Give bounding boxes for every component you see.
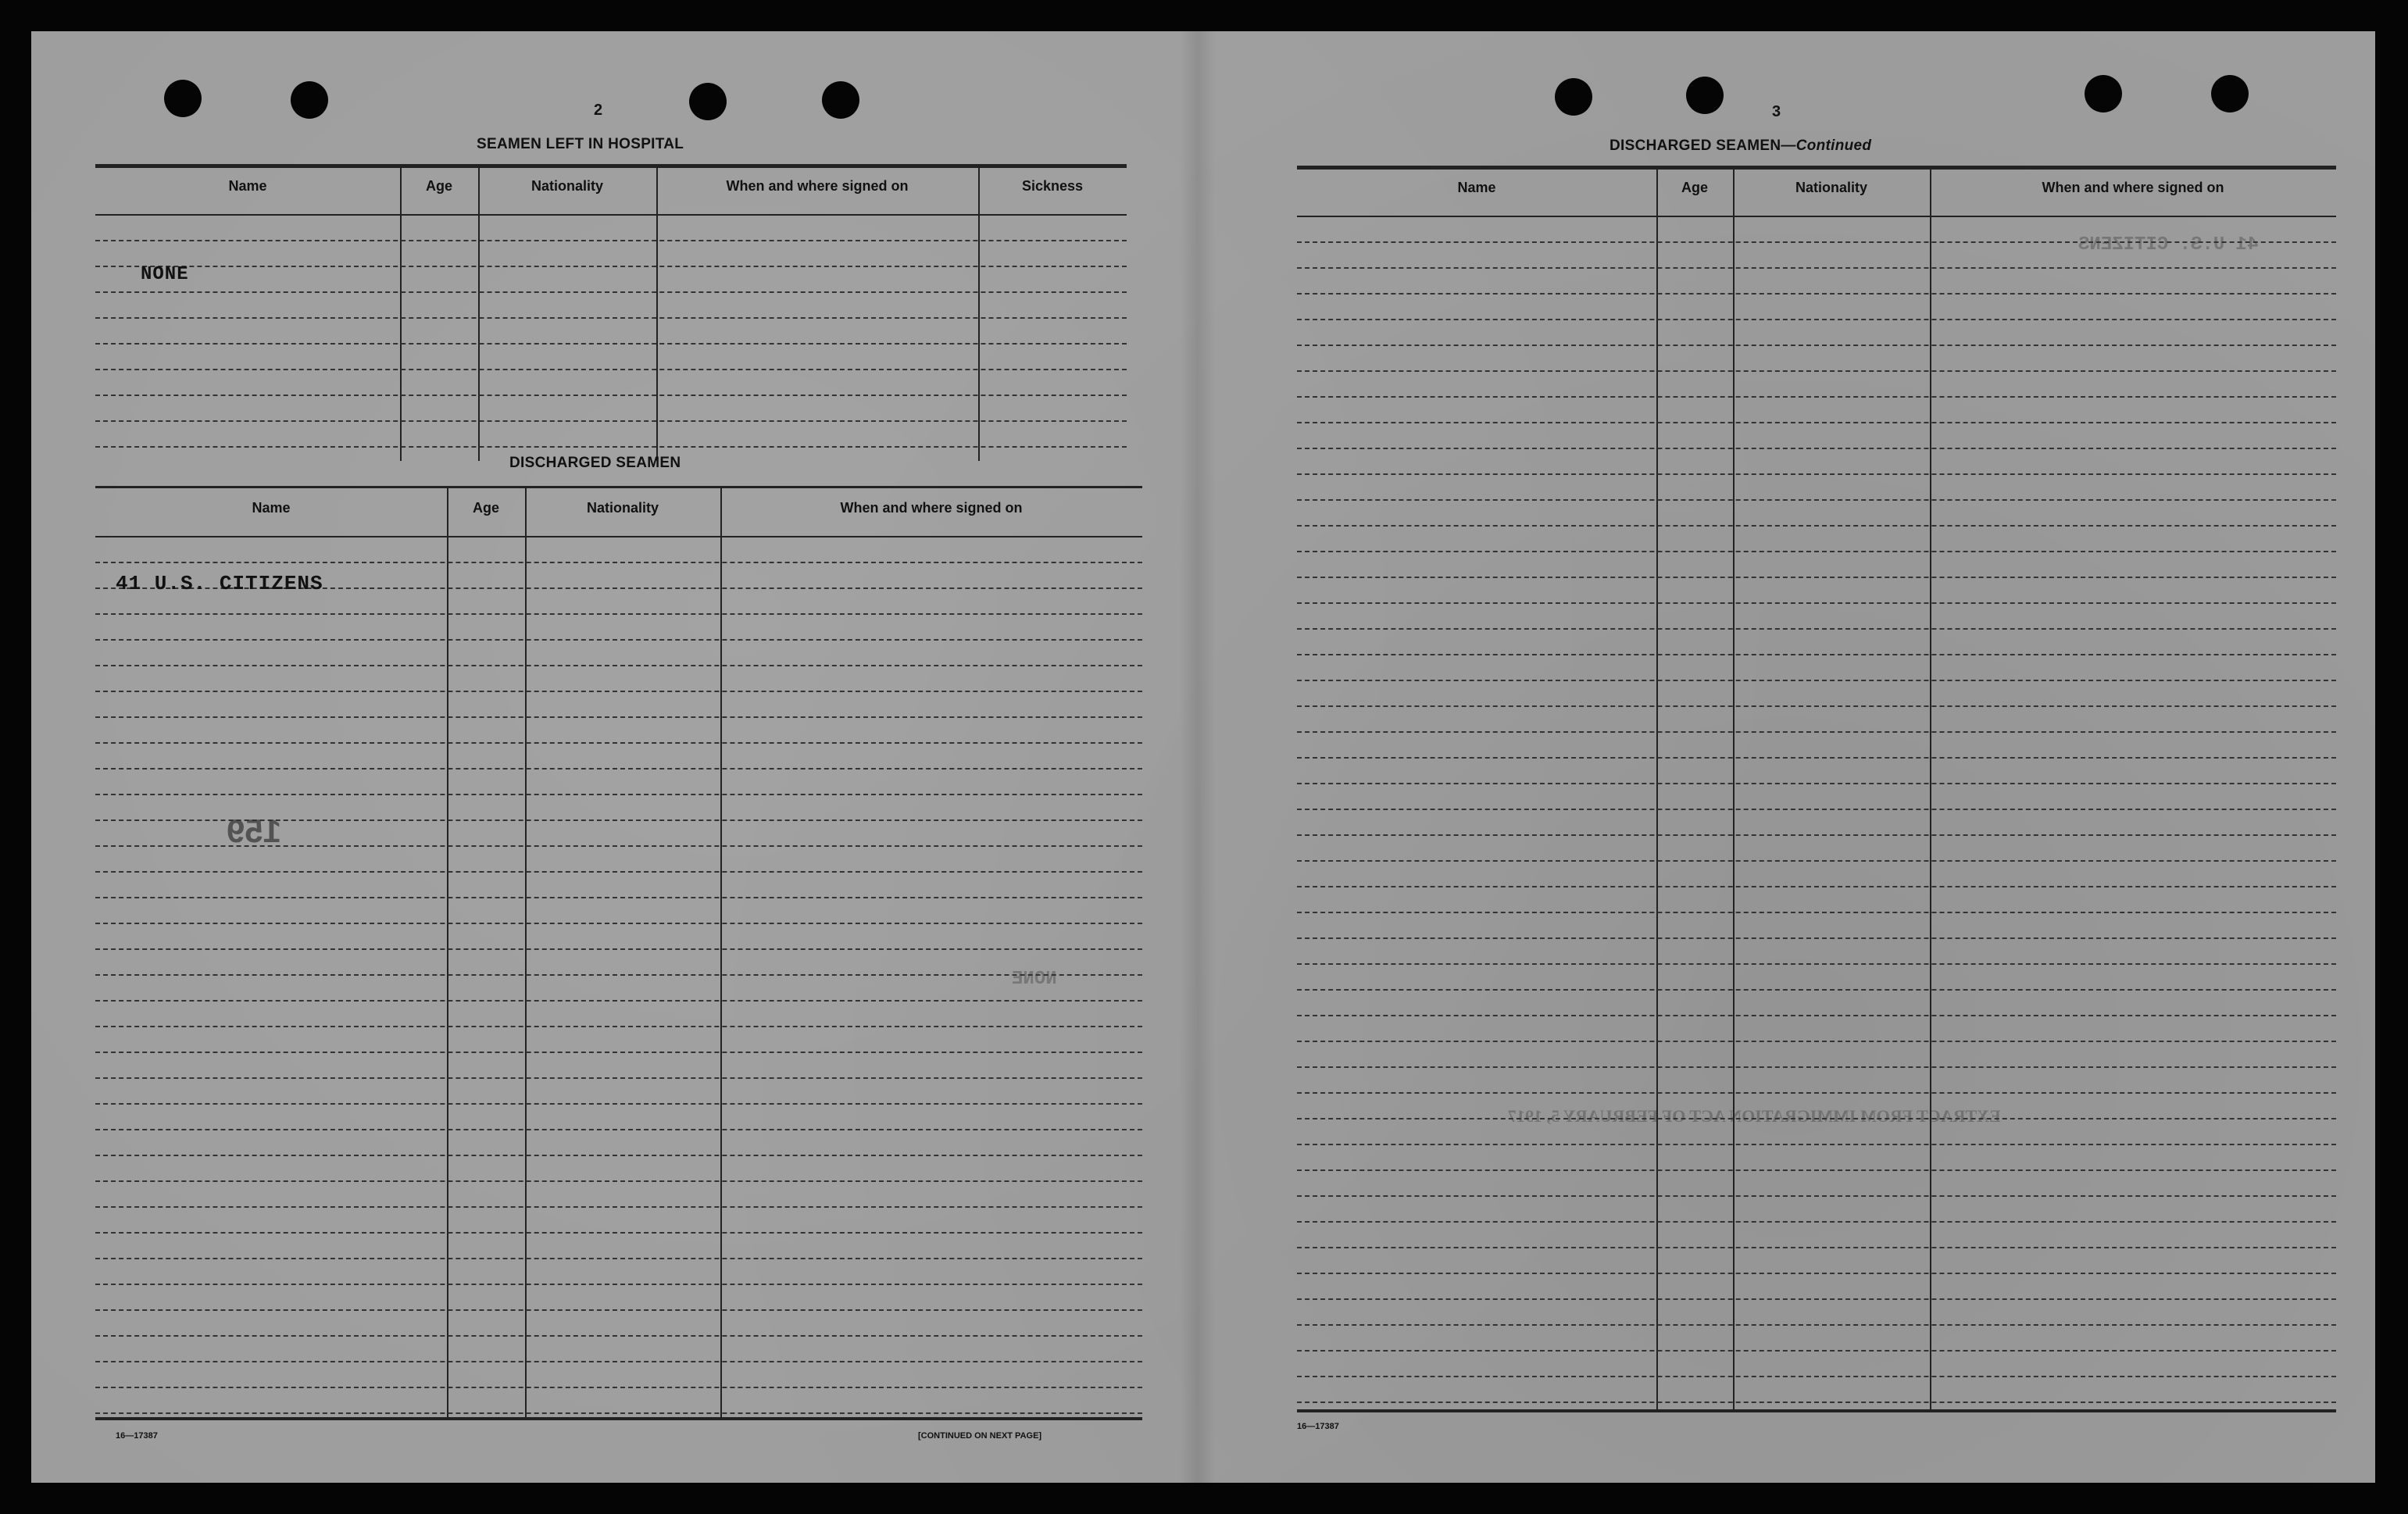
discharged-col-nationality: Nationality xyxy=(586,500,659,516)
ruled-line xyxy=(95,845,1142,847)
ruled-line xyxy=(1297,1092,2336,1094)
ruled-line xyxy=(95,1052,1142,1053)
ruled-line xyxy=(1297,241,2336,243)
ruled-line xyxy=(1297,1324,2336,1326)
ruled-line xyxy=(95,1309,1142,1311)
ruled-line xyxy=(1297,809,2336,810)
ruled-line xyxy=(95,1387,1142,1388)
ruled-line xyxy=(1297,422,2336,423)
ruled-line xyxy=(95,1232,1142,1234)
form-number: 16—17387 xyxy=(116,1431,158,1441)
discharged-entry: 41 U.S. CITIZENS xyxy=(116,572,323,595)
discharged-continued-table xyxy=(1297,166,2336,1412)
ruled-line xyxy=(95,639,1142,641)
hospital-section-title: SEAMEN LEFT IN HOSPITAL xyxy=(477,136,684,152)
ruled-line xyxy=(1297,1247,2336,1248)
ruled-line xyxy=(95,974,1142,976)
ruled-line xyxy=(95,1129,1142,1130)
ruled-line xyxy=(1297,396,2336,398)
left-page xyxy=(31,31,1188,1483)
ruled-line xyxy=(95,1284,1142,1285)
discharged-rows xyxy=(95,536,1142,1419)
ruled-line xyxy=(1297,757,2336,759)
ruled-line xyxy=(95,369,1127,370)
ruled-line xyxy=(1297,1298,2336,1300)
bleed-through-none: NONE xyxy=(1012,969,1057,990)
ruled-line xyxy=(1297,1350,2336,1352)
form-number: 16—17387 xyxy=(1297,1422,1339,1431)
ruled-line xyxy=(95,1206,1142,1208)
ruled-line xyxy=(1297,989,2336,991)
ruled-line xyxy=(95,1000,1142,1002)
ruled-line xyxy=(1297,1402,2336,1403)
ruled-line xyxy=(95,1103,1142,1105)
ruled-line xyxy=(95,1258,1142,1259)
bleed-through-citizens: 41 U.S. CITIZENS xyxy=(2078,234,2259,255)
ruled-line xyxy=(1297,963,2336,965)
ruled-line xyxy=(1297,654,2336,655)
ruled-line xyxy=(95,819,1142,821)
ruled-line xyxy=(1297,783,2336,784)
ruled-line xyxy=(95,665,1142,666)
ruled-line xyxy=(1297,937,2336,939)
discharged-col-name: Name xyxy=(252,500,291,516)
ruled-line xyxy=(1297,1066,2336,1068)
ruled-line xyxy=(1297,473,2336,475)
ruled-line xyxy=(1297,886,2336,887)
ruled-line xyxy=(95,395,1127,396)
ruled-line xyxy=(1297,1118,2336,1119)
ruled-line xyxy=(95,1077,1142,1079)
ruled-line xyxy=(95,446,1127,448)
ruled-line xyxy=(95,266,1127,267)
discharged-col-signed-on: When and where signed on xyxy=(840,500,1023,516)
ruled-line xyxy=(95,291,1127,293)
ruled-line xyxy=(95,923,1142,924)
ruled-line xyxy=(1297,551,2336,552)
right-page xyxy=(1211,31,2375,1483)
discharged-continued-title-suffix: —Continued xyxy=(1781,137,1872,154)
ruled-line xyxy=(1297,1015,2336,1016)
discharged-section-title: DISCHARGED SEAMEN xyxy=(509,455,681,471)
ruled-line xyxy=(95,897,1142,898)
ruled-line xyxy=(1297,731,2336,733)
ruled-line xyxy=(1297,628,2336,630)
page-number: 3 xyxy=(1772,103,1781,120)
ruled-line xyxy=(1297,267,2336,269)
ruled-line xyxy=(1297,602,2336,604)
ruled-line xyxy=(1297,499,2336,501)
discharged-table xyxy=(95,486,1142,1420)
hospital-col-nationality: Nationality xyxy=(531,178,603,194)
ruled-line xyxy=(95,768,1142,769)
ruled-line xyxy=(1297,1041,2336,1042)
discharged-col-age: Age xyxy=(472,500,499,516)
hospital-col-age: Age xyxy=(425,178,452,194)
hospital-rows xyxy=(95,214,1127,461)
document-scan xyxy=(31,31,2375,1483)
ruled-line xyxy=(95,794,1142,795)
ruled-line xyxy=(1297,1221,2336,1223)
ruled-line xyxy=(1297,319,2336,320)
ruled-line xyxy=(1297,370,2336,372)
ruled-line xyxy=(95,691,1142,692)
ruled-line xyxy=(95,716,1142,718)
bleed-through-extract-heading: EXTRACT FROM IMMIGRATION ACT OF FEBRUARY 5, 1917 xyxy=(1508,1106,2001,1126)
hospital-entry: NONE xyxy=(141,264,189,285)
hospital-table xyxy=(95,164,1127,461)
ruled-line xyxy=(1297,448,2336,449)
continued-col-signed-on: When and where signed on xyxy=(2042,180,2224,195)
hospital-col-name: Name xyxy=(228,178,267,194)
continued-col-name: Name xyxy=(1457,180,1496,195)
ruled-line xyxy=(95,1180,1142,1182)
ruled-line xyxy=(95,240,1127,241)
ruled-line xyxy=(1297,680,2336,681)
discharged-continued-title-main: DISCHARGED SEAMEN xyxy=(1610,137,1781,154)
hospital-col-sickness: Sickness xyxy=(1021,178,1084,194)
ruled-line xyxy=(1297,860,2336,862)
ruled-line xyxy=(1297,1376,2336,1377)
ruled-line xyxy=(95,1335,1142,1337)
ruled-line xyxy=(1297,1273,2336,1274)
ruled-line xyxy=(95,1155,1142,1156)
discharged-continued-title xyxy=(1610,137,1871,155)
ruled-line xyxy=(1297,577,2336,578)
ruled-line xyxy=(1297,834,2336,836)
ruled-line xyxy=(95,948,1142,950)
ruled-line xyxy=(1297,525,2336,527)
ruled-line xyxy=(1297,1169,2336,1171)
bleed-through-number: 159 xyxy=(227,812,282,849)
ruled-line xyxy=(95,871,1142,873)
ruled-line xyxy=(1297,1144,2336,1145)
ruled-line xyxy=(1297,705,2336,707)
ruled-line xyxy=(1297,293,2336,295)
continued-col-age: Age xyxy=(1681,180,1708,195)
continued-note: [CONTINUED ON NEXT PAGE] xyxy=(918,1431,1042,1441)
continued-col-nationality: Nationality xyxy=(1795,180,1867,195)
ruled-line xyxy=(95,317,1127,319)
ruled-line xyxy=(95,1412,1142,1414)
ruled-line xyxy=(95,1026,1142,1027)
hospital-col-signed-on: When and where signed on xyxy=(726,178,909,194)
ruled-line xyxy=(95,420,1127,422)
continued-rows xyxy=(1297,216,2336,1411)
page-number: 2 xyxy=(594,102,603,119)
ruled-line xyxy=(1297,1195,2336,1197)
ruled-line xyxy=(95,343,1127,345)
ruled-line xyxy=(95,1361,1142,1362)
ruled-line xyxy=(95,562,1142,563)
ruled-line xyxy=(1297,345,2336,346)
ruled-line xyxy=(95,613,1142,615)
ruled-line xyxy=(1297,912,2336,913)
ruled-line xyxy=(95,742,1142,744)
